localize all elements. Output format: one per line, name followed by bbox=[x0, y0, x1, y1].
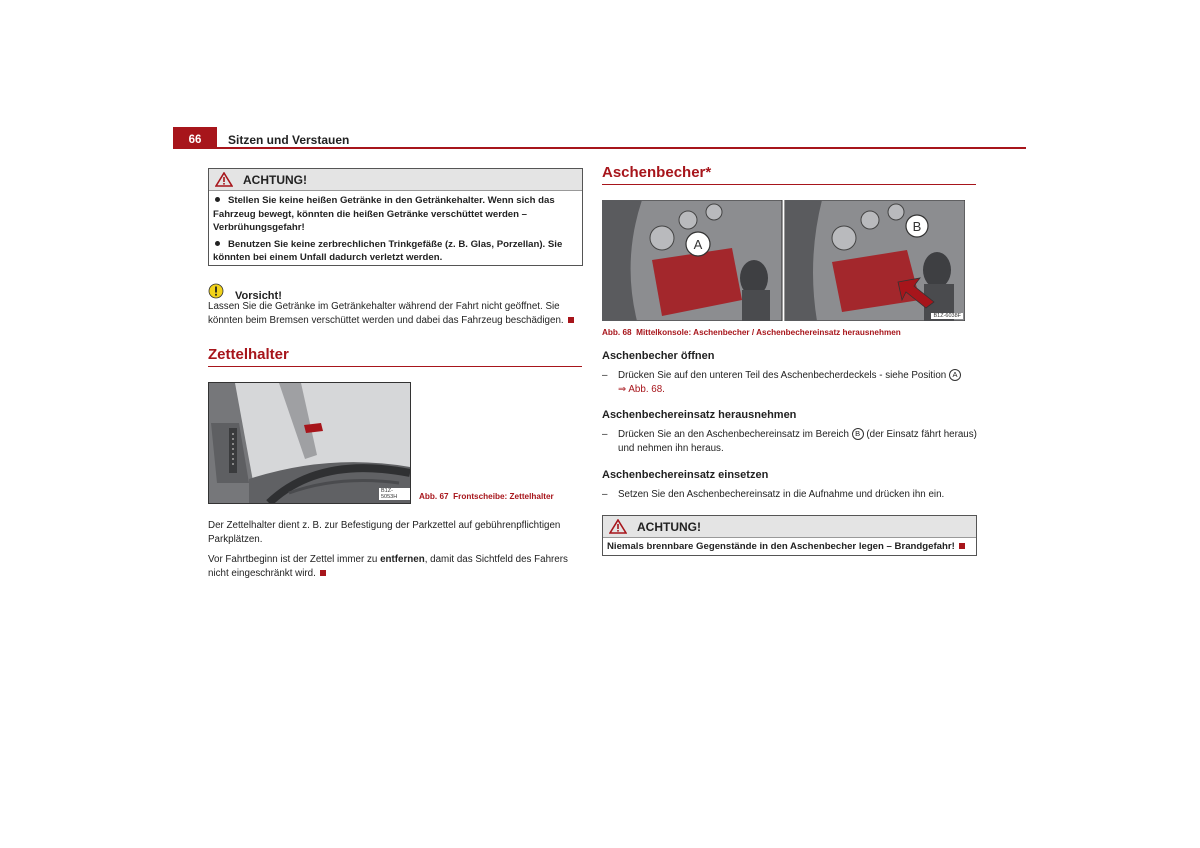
figure-caption-67: Abb. 67 Frontscheibe: Zettelhalter bbox=[419, 492, 554, 501]
page-number: 66 bbox=[173, 127, 217, 148]
section-heading-aschenbecher: Aschenbecher* bbox=[602, 164, 712, 181]
subheading-insert: Aschenbechereinsatz einsetzen bbox=[602, 469, 769, 481]
figure-code: B1Z-5053H bbox=[379, 488, 410, 500]
figure-windshield bbox=[208, 382, 411, 504]
label-a: A bbox=[693, 237, 703, 252]
subheading-remove: Aschenbechereinsatz herausnehmen bbox=[602, 409, 797, 421]
caution-heading: Vorsicht! bbox=[208, 280, 282, 302]
position-b-marker: B bbox=[852, 428, 864, 440]
figure-ashtray bbox=[602, 200, 965, 321]
warning-label: ACHTUNG! bbox=[637, 519, 701, 534]
warning-body bbox=[209, 191, 582, 272]
warning-triangle-icon bbox=[215, 172, 233, 187]
instruction-open: – Drücken Sie auf den unteren Teil des Aschenbecherdeckels - siehe Position A ⇒ Abb. 68. bbox=[602, 369, 990, 397]
warning-item: Stellen Sie keine heißen Getränke in den Getränkehalter. Wenn sich das Fahrzeug bewegt, könnten die heißen Getränke verschüttet werden – Verbrühungsgefahr! bbox=[213, 195, 555, 233]
paragraph: Vor Fahrtbeginn ist der Zettel immer zu entfernen, damit das Sichtfeld des Fahrers nicht eingeschränkt wird. bbox=[208, 554, 568, 579]
caution-icon bbox=[208, 283, 224, 299]
figure-code: B1Z-6038F bbox=[933, 313, 961, 319]
warning-label: ACHTUNG! bbox=[243, 172, 307, 187]
warning-triangle-icon bbox=[609, 519, 627, 534]
zettelhalter-text bbox=[208, 519, 580, 587]
subheading-open: Aschenbecher öffnen bbox=[602, 350, 715, 362]
section-heading-zettelhalter: Zettelhalter bbox=[208, 346, 289, 363]
header-rule bbox=[173, 147, 1026, 149]
ashtray-illustration bbox=[602, 200, 965, 321]
instruction-remove: – Drücken Sie an den Aschenbechereinsatz im Bereich B (der Einsatz fährt heraus) und nehmen ihn heraus. bbox=[602, 429, 977, 454]
end-square-icon bbox=[320, 570, 326, 576]
page-title: Sitzen und Verstauen bbox=[228, 133, 350, 147]
label-b: B bbox=[912, 219, 922, 234]
section-rule bbox=[208, 366, 582, 367]
caution-text: Lassen Sie die Getränke im Getränkehalter während der Fahrt nicht geöffnet. Sie könnten beim Bremsen verschüttet werden und dabei das Fahrzeug beschädigen. bbox=[208, 300, 580, 328]
warning-item: Benutzen Sie keine zerbrechlichen Trinkgefäße (z. B. Glas, Porzellan). Sie könnten bei einem Unfall dadurch verletzt werden. bbox=[213, 238, 563, 263]
warning-header bbox=[209, 169, 582, 191]
section-rule bbox=[602, 184, 976, 185]
windshield-illustration bbox=[209, 383, 410, 503]
end-square-icon bbox=[959, 543, 965, 549]
warning-box-drinks bbox=[208, 168, 583, 266]
paragraph: Der Zettelhalter dient z. B. zur Befestigung der Parkzettel auf gebührenpflichtigen Parkplätzen. bbox=[208, 520, 561, 545]
warning-body: Niemals brennbare Gegenstände in den Aschenbecher legen – Brandgefahr! bbox=[603, 538, 976, 558]
figure-reference-link[interactable]: ⇒ Abb. 68. bbox=[618, 384, 665, 395]
warning-header bbox=[603, 516, 976, 538]
bullet-icon bbox=[215, 197, 220, 202]
instruction-insert: – Setzen Sie den Aschenbechereinsatz in die Aufnahme und drücken ihn ein. bbox=[602, 489, 945, 500]
bullet-icon bbox=[215, 241, 220, 246]
figure-caption-68: Abb. 68 Mittelkonsole: Aschenbecher / Aschenbechereinsatz herausnehmen bbox=[602, 328, 901, 337]
end-square-icon bbox=[568, 317, 574, 323]
position-a-marker: A bbox=[949, 369, 961, 381]
warning-box-ashtray bbox=[602, 515, 977, 556]
